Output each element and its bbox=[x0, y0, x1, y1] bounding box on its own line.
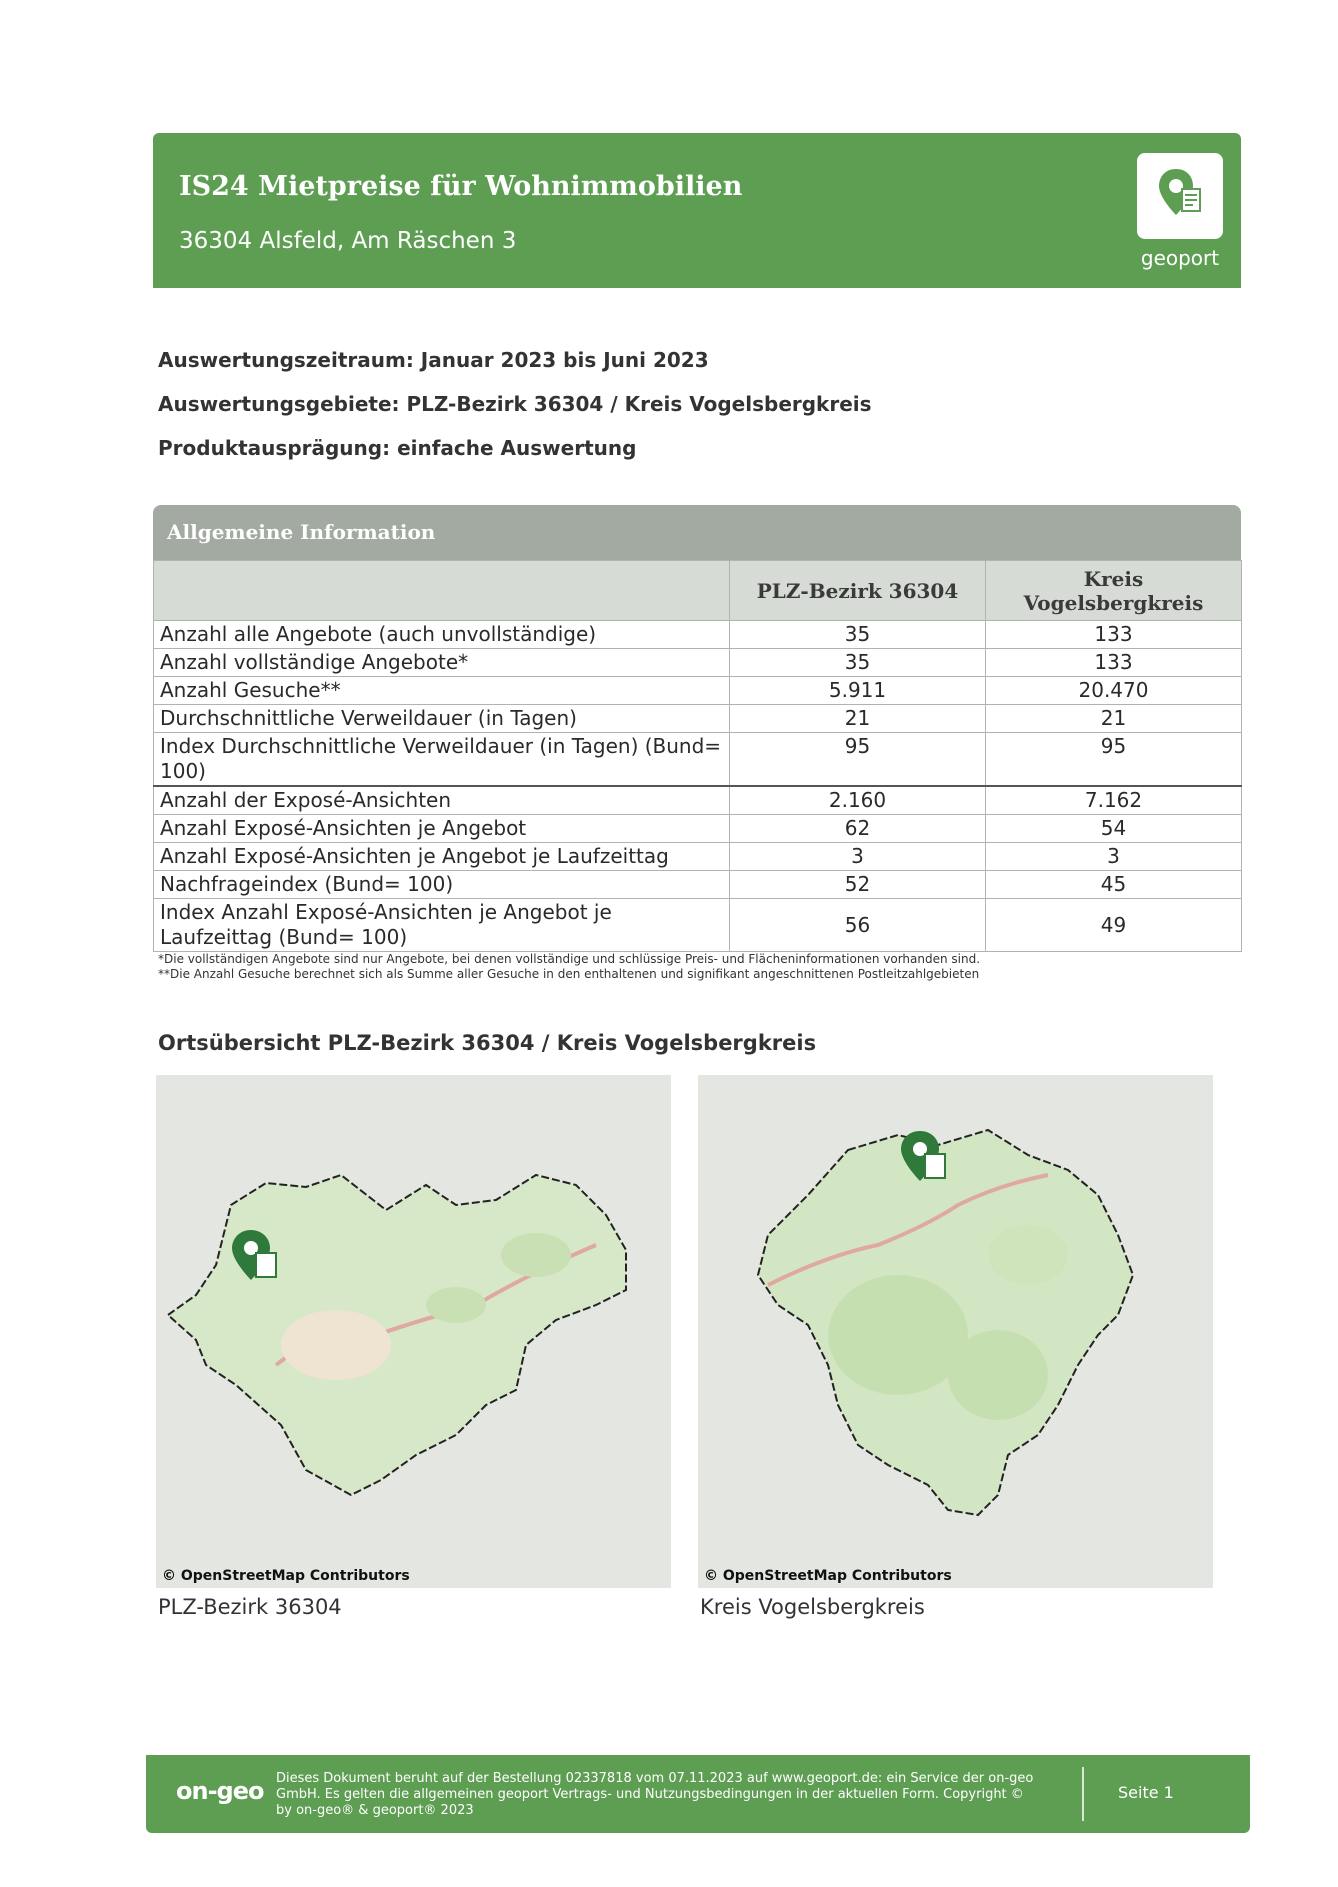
report-address: 36304 Alsfeld, Am Räschen 3 bbox=[179, 228, 517, 254]
row-value-kreis: 7.162 bbox=[986, 786, 1242, 815]
row-label: Index Durchschnittliche Verweildauer (in Tagen) (Bund= 100) bbox=[154, 733, 730, 787]
on-geo-logo: on-geo bbox=[176, 1777, 264, 1805]
page-number: Seite 1 bbox=[1118, 1783, 1174, 1802]
row-value-kreis: 49 bbox=[986, 899, 1242, 952]
map-kreis-credit: © OpenStreetMap Contributors bbox=[704, 1568, 952, 1584]
product-line: Produktausprägung: einfache Auswertung bbox=[158, 436, 637, 460]
row-value-plz: 3 bbox=[730, 843, 986, 871]
row-label: Index Anzahl Exposé-Ansichten je Angebot je Laufzeittag (Bund= 100) bbox=[154, 899, 730, 952]
header-kreis-line1: Kreis bbox=[1083, 566, 1144, 591]
row-label: Nachfrageindex (Bund= 100) bbox=[154, 871, 730, 899]
map-section-title: Ortsübersicht PLZ-Bezirk 36304 / Kreis Vogelsbergkreis bbox=[158, 1031, 817, 1055]
geoport-logo-text: geoport bbox=[1140, 246, 1220, 270]
info-table-title: Allgemeine Information bbox=[153, 505, 1241, 560]
header-empty-cell bbox=[154, 561, 730, 621]
map-kreis bbox=[698, 1075, 1213, 1588]
table-header-row bbox=[154, 561, 1242, 621]
period-line: Auswertungszeitraum: Januar 2023 bis Juni 2023 bbox=[158, 348, 709, 372]
table-row bbox=[154, 899, 1242, 952]
table-row bbox=[154, 786, 1242, 815]
table-row bbox=[154, 705, 1242, 733]
table-row bbox=[154, 733, 1242, 787]
report-header bbox=[153, 133, 1241, 288]
header-kreis bbox=[986, 561, 1242, 621]
footnote-1: *Die vollständigen Angebote sind nur Angebote, bei denen vollständige und schlüssige Preis- und Flächeninformationen vorhanden sind. bbox=[158, 952, 981, 966]
header-kreis-line2: Vogelsbergkreis bbox=[1023, 590, 1204, 615]
row-value-plz: 21 bbox=[730, 705, 986, 733]
row-value-plz: 56 bbox=[730, 899, 986, 952]
table-row bbox=[154, 871, 1242, 899]
areas-line: Auswertungsgebiete: PLZ-Bezirk 36304 / Kreis Vogelsbergkreis bbox=[158, 392, 872, 416]
table-row bbox=[154, 843, 1242, 871]
table-row bbox=[154, 815, 1242, 843]
header-plz: PLZ-Bezirk 36304 bbox=[730, 561, 986, 621]
row-value-kreis: 54 bbox=[986, 815, 1242, 843]
row-value-plz: 5.911 bbox=[730, 677, 986, 705]
row-value-kreis: 133 bbox=[986, 621, 1242, 649]
row-value-kreis: 21 bbox=[986, 705, 1242, 733]
map-kreis-label: Kreis Vogelsbergkreis bbox=[700, 1595, 925, 1619]
row-value-kreis: 45 bbox=[986, 871, 1242, 899]
row-label: Anzahl Exposé-Ansichten je Angebot je Laufzeittag bbox=[154, 843, 730, 871]
row-label: Anzahl Gesuche** bbox=[154, 677, 730, 705]
report-title: IS24 Mietpreise für Wohnimmobilien bbox=[179, 171, 743, 202]
footer-divider bbox=[1082, 1767, 1084, 1821]
footnote-2: **Die Anzahl Gesuche berechnet sich als Summe aller Gesuche in den enthaltenen und signifikant angeschnittenen Postleitzahlgebieten bbox=[158, 967, 980, 981]
row-label: Anzahl vollständige Angebote* bbox=[154, 649, 730, 677]
row-value-plz: 62 bbox=[730, 815, 986, 843]
row-value-plz: 2.160 bbox=[730, 786, 986, 815]
info-table-panel bbox=[153, 505, 1241, 952]
row-value-plz: 95 bbox=[730, 733, 986, 787]
row-value-kreis: 3 bbox=[986, 843, 1242, 871]
table-row bbox=[154, 649, 1242, 677]
row-value-plz: 35 bbox=[730, 621, 986, 649]
geoport-logo bbox=[1137, 153, 1223, 239]
row-value-plz: 52 bbox=[730, 871, 986, 899]
row-value-kreis: 95 bbox=[986, 733, 1242, 787]
row-value-kreis: 133 bbox=[986, 649, 1242, 677]
info-table bbox=[153, 560, 1242, 952]
table-row bbox=[154, 621, 1242, 649]
map-pin-document-icon bbox=[1158, 167, 1202, 223]
map-plz-credit: © OpenStreetMap Contributors bbox=[162, 1568, 410, 1584]
footer-disclaimer: Dieses Dokument beruht auf der Bestellung 02337818 vom 07.11.2023 auf www.geoport.de: ein Service der on-geo GmbH. Es gelten die allgemeinen geoport Vertrags- und Nutzungsbedingungen in der aktuellen Form. Copyright © by on-geo® & geoport® 2023 bbox=[276, 1771, 1034, 1818]
row-label: Anzahl Exposé-Ansichten je Angebot bbox=[154, 815, 730, 843]
row-label: Anzahl alle Angebote (auch unvollständige) bbox=[154, 621, 730, 649]
map-kreis-graphic bbox=[698, 1075, 1213, 1588]
page-footer bbox=[146, 1755, 1250, 1833]
row-label: Anzahl der Exposé-Ansichten bbox=[154, 786, 730, 815]
row-label: Durchschnittliche Verweildauer (in Tagen) bbox=[154, 705, 730, 733]
map-plz-label: PLZ-Bezirk 36304 bbox=[158, 1595, 342, 1619]
row-value-kreis: 20.470 bbox=[986, 677, 1242, 705]
row-value-plz: 35 bbox=[730, 649, 986, 677]
table-row bbox=[154, 677, 1242, 705]
map-plz bbox=[156, 1075, 671, 1588]
map-plz-graphic bbox=[156, 1075, 671, 1588]
